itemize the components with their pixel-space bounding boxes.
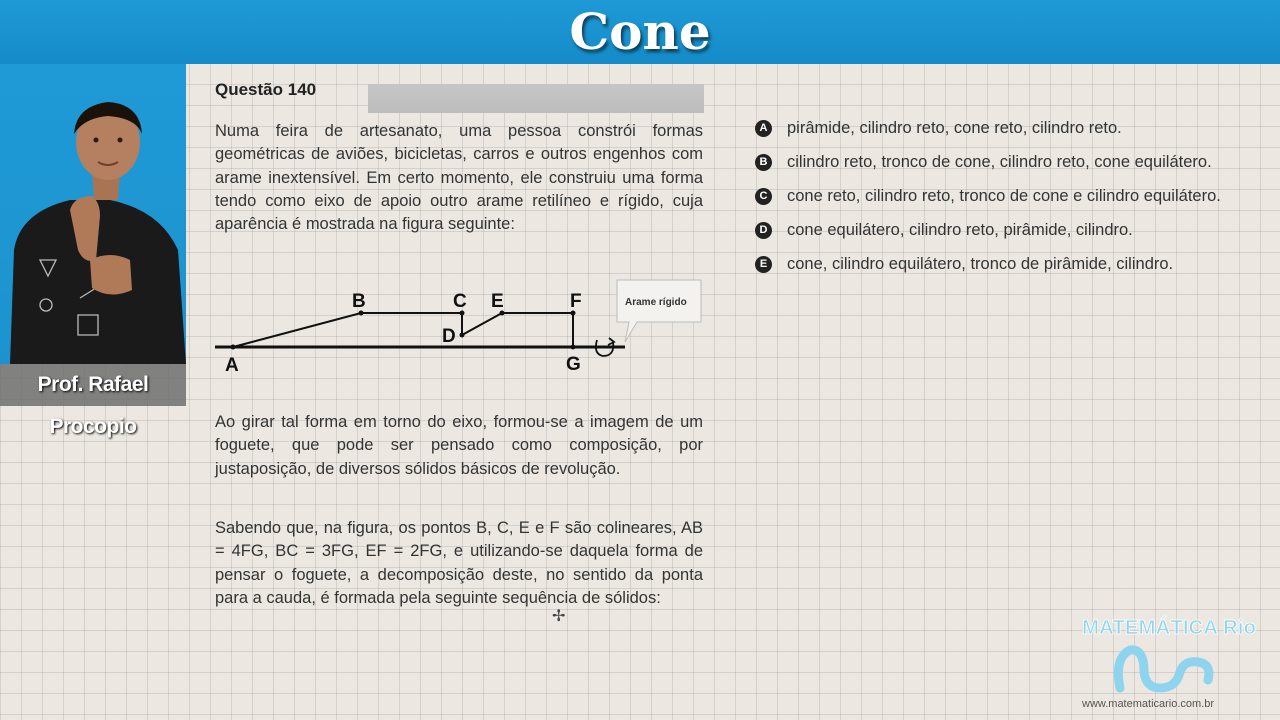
matematica-rio-logo — [1080, 598, 1260, 698]
callout-box — [617, 280, 701, 342]
option-e[interactable] — [755, 253, 1241, 276]
wire-shape — [233, 313, 573, 347]
option-letter-d: D — [755, 222, 772, 239]
point-label-f: F — [570, 291, 582, 312]
option-text-a: pirâmide, cilindro reto, cone reto, cilindro reto. — [787, 119, 1122, 137]
header-bar — [0, 0, 1280, 64]
option-letter-b: B — [755, 154, 772, 171]
point-label-g: G — [566, 354, 581, 375]
page-title: Cone — [569, 2, 711, 61]
option-d[interactable] — [755, 219, 1241, 242]
option-b[interactable] — [755, 151, 1241, 174]
option-text-b: cilindro reto, tronco de cone, cilindro reto, cone equilátero. — [787, 153, 1212, 171]
option-letter-a: A — [755, 120, 772, 137]
teacher-illustration — [0, 100, 186, 364]
point-label-c: C — [453, 291, 467, 312]
redacted-banner — [368, 84, 704, 113]
question-paragraph-3: Sabendo que, na figura, os pontos B, C, E e F são colineares, AB = 4FG, BC = 3FG, EF = 2FG, e utilizando-se daquela forma de pensar o foguete, a decomposição deste, no sentido da ponta para a cauda, é formada pela seguinte sequência de sólidos: — [215, 519, 703, 607]
point-label-e: E — [491, 291, 504, 312]
wire-diagram — [205, 278, 715, 378]
teacher-name-banner: Prof. Rafael Procopio — [0, 364, 186, 406]
answer-options — [755, 117, 1241, 287]
question-paragraph-2: Ao girar tal forma em torno do eixo, formou-se a imagem de um foguete, que pode ser pensado como composição, por justaposição, de diversos sólidos básicos de revolução. — [215, 413, 703, 478]
option-c[interactable] — [755, 185, 1241, 208]
option-text-e: cone, cilindro equilátero, tronco de pirâmide, cilindro. — [787, 255, 1174, 273]
website-url: www.matematicario.com.br — [1082, 698, 1215, 710]
option-letter-c: C — [755, 188, 772, 205]
mouse-cursor-icon: ✢ — [552, 608, 566, 625]
option-text-c: cone reto, cilindro reto, tronco de cone e cilindro equilátero. — [787, 187, 1221, 205]
point-label-b: B — [352, 291, 366, 312]
callout-label: Arame rígido — [625, 297, 687, 308]
point-label-d: D — [442, 326, 456, 347]
question-number: Questão 140 — [215, 80, 317, 99]
option-letter-e: E — [755, 256, 772, 273]
question-paragraph-1: Numa feira de artesanato, uma pessoa constrói formas geométricas de aviões, bicicletas, carros e outros engenhos com arame inextensível. Em certo momento, ele construiu uma forma tendo como eixo de apoio outro arame retilíneo e rígido, cuja aparência é mostrada na figura seguinte: — [215, 122, 703, 234]
point-label-a: A — [225, 355, 239, 376]
logo-text: MATEMÁTICA Rio — [1082, 617, 1252, 639]
option-a[interactable] — [755, 117, 1241, 140]
option-text-d: cone equilátero, cilindro reto, pirâmide, cilindro. — [787, 221, 1133, 239]
